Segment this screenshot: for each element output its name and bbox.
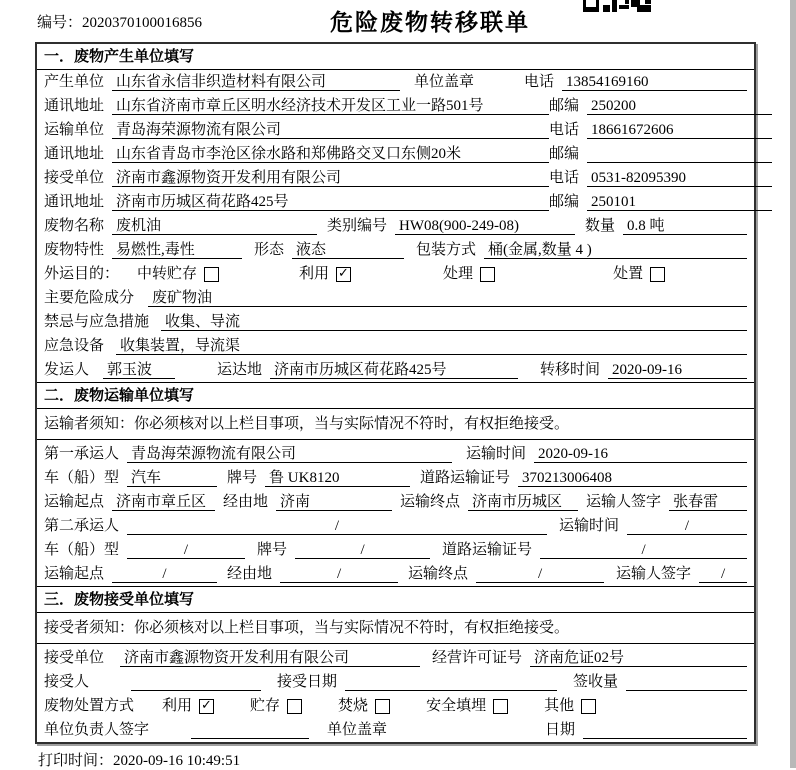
disposal-option-utilize xyxy=(162,697,214,715)
carrier2-plate-field: / xyxy=(295,541,430,559)
receive-person-label: 接受人 xyxy=(44,674,90,690)
plate-label: 牌号 xyxy=(227,470,258,486)
receive-amount-label: 签收量 xyxy=(573,674,619,690)
carrier1-terminal-field: 济南市历城区 xyxy=(468,493,578,511)
checkbox-checked-icon[interactable] xyxy=(336,267,351,282)
taboo-label: 禁忌与应急措施 xyxy=(44,314,150,330)
zip-label: 邮编 xyxy=(549,146,580,162)
transporter-label: 运输单位 xyxy=(44,122,105,138)
transporter-address-row xyxy=(37,142,754,166)
producer-field: 山东省永信非织造材料有限公司 xyxy=(112,73,400,91)
destination-label: 运达地 xyxy=(217,362,263,378)
carrier1-label: 第一承运人 xyxy=(44,446,120,462)
purpose-option-transfer-storage xyxy=(137,265,219,283)
equipment-row xyxy=(37,334,754,358)
taboo-row xyxy=(37,310,754,334)
purpose-option-label: 中转贮存 xyxy=(137,266,198,282)
carrier1-row xyxy=(37,440,754,466)
disposal-option-other xyxy=(544,697,596,715)
chief-sign-field xyxy=(191,721,309,739)
disposal-option-label: 安全填埋 xyxy=(426,698,487,714)
carrier2-row xyxy=(37,514,754,538)
carrier2-vehicle-row xyxy=(37,538,754,562)
phone-label: 电话 xyxy=(549,170,580,186)
receive-person-row xyxy=(37,670,754,694)
checkbox-icon[interactable] xyxy=(480,267,495,282)
receive-unit-field: 济南市鑫源物资开发利用有限公司 xyxy=(120,649,420,667)
equipment-field: 收集装置，导流渠 xyxy=(116,337,747,355)
chief-sign-label: 单位负责人签字 xyxy=(44,722,150,738)
checkbox-icon[interactable] xyxy=(650,267,665,282)
receiver-label: 接受单位 xyxy=(44,170,105,186)
purpose-option-label: 利用 xyxy=(299,266,330,282)
purpose-option-utilize xyxy=(299,265,351,283)
carrier1-origin-field: 济南市章丘区 xyxy=(112,493,215,511)
print-time-label: 打印时间： xyxy=(38,753,114,769)
date-label: 日期 xyxy=(545,722,576,738)
form-label: 形态 xyxy=(254,242,285,258)
hazard-label: 主要危险成分 xyxy=(44,290,135,306)
receive-person-field xyxy=(131,673,261,691)
purpose-option-dispose xyxy=(613,265,665,283)
purpose-option-treat xyxy=(443,265,495,283)
transporter-notice: 运输者须知：你必须核对以上栏目事项，当与实际情况不符时，有权拒绝接受。 xyxy=(37,409,754,440)
checkbox-icon[interactable] xyxy=(375,699,390,714)
disposal-option-label: 贮存 xyxy=(250,698,281,714)
form-field: 液态 xyxy=(292,241,404,259)
carrier1-field: 青岛海荣源物流有限公司 xyxy=(127,445,452,463)
license-label: 经营许可证号 xyxy=(432,650,523,666)
hazard-row xyxy=(37,286,754,310)
transfer-date-label: 转移时间 xyxy=(540,362,601,378)
trait-label: 废物特性 xyxy=(44,242,105,258)
carrier2-terminal-field: / xyxy=(476,565,604,583)
origin-label: 运输起点 xyxy=(44,494,105,510)
producer-label: 产生单位 xyxy=(44,74,105,90)
print-time xyxy=(38,749,240,770)
category-code-field: HW08(900-249-08) xyxy=(395,217,575,235)
sign-label: 运输人签字 xyxy=(586,494,662,510)
checkbox-icon[interactable] xyxy=(204,267,219,282)
producer-phone-field: 13854169160 xyxy=(562,73,747,91)
purpose-option-label: 处置 xyxy=(613,266,644,282)
carrier2-road-permit-field: / xyxy=(540,541,747,559)
transport-time-label: 运输时间 xyxy=(466,446,527,462)
qr-code-partial-icon xyxy=(583,0,653,12)
carrier1-route-row xyxy=(37,490,754,514)
transporter-field: 青岛海荣源物流有限公司 xyxy=(112,121,549,139)
destination-field: 济南市历城区荷花路425号 xyxy=(270,361,518,379)
waste-name-row xyxy=(37,214,754,238)
receive-date-label: 接受日期 xyxy=(277,674,338,690)
waste-name-field: 废机油 xyxy=(112,217,317,235)
section1-heading: 一．废物产生单位填写 xyxy=(37,44,754,70)
waste-name-label: 废物名称 xyxy=(44,218,105,234)
phone-label: 电话 xyxy=(549,122,580,138)
carrier1-plate-field: 鲁 UK8120 xyxy=(265,469,410,487)
address-label: 通讯地址 xyxy=(44,194,105,210)
carrier1-sign-field: 张春雷 xyxy=(669,493,747,511)
transporter-phone-field: 18661672606 xyxy=(587,121,772,139)
license-field: 济南危证02号 xyxy=(530,649,747,667)
receive-unit-label: 接受单位 xyxy=(44,650,105,666)
purpose-label: 外运目的： xyxy=(44,266,120,282)
terminal-label: 运输终点 xyxy=(408,566,469,582)
receiver-address-row xyxy=(37,190,754,214)
disposal-option-label: 焚烧 xyxy=(338,698,369,714)
checkbox-icon[interactable] xyxy=(493,699,508,714)
carrier1-road-permit-field: 370213006408 xyxy=(518,469,747,487)
consignor-label: 发运人 xyxy=(44,362,90,378)
serial-value: 2020370100016856 xyxy=(82,15,203,31)
consignor-row xyxy=(37,358,754,382)
disposal-option-label: 利用 xyxy=(162,698,193,714)
carrier2-label: 第二承运人 xyxy=(44,518,120,534)
packing-field: 桶(金属,数量 4 ) xyxy=(484,241,747,259)
receiver-notice: 接受者须知：你必须核对以上栏目事项，当与实际情况不符时，有权拒绝接受。 xyxy=(37,613,754,644)
carrier2-sign-field: / xyxy=(699,565,747,583)
waste-trait-row xyxy=(37,238,754,262)
unit-seal-label: 单位盖章 xyxy=(327,722,388,738)
address-label: 通讯地址 xyxy=(44,146,105,162)
section3-heading: 三．废物接受单位填写 xyxy=(37,586,754,613)
carrier2-origin-field: / xyxy=(112,565,217,583)
chief-sign-row xyxy=(37,718,754,742)
disposal-label: 废物处置方式 xyxy=(44,698,135,714)
carrier2-via-field: / xyxy=(280,565,398,583)
origin-label: 运输起点 xyxy=(44,566,105,582)
vehicle-label: 车（船）型 xyxy=(44,542,120,558)
carrier2-time-field: / xyxy=(627,517,747,535)
page-title: 危险废物转移联单 xyxy=(330,9,530,35)
equipment-label: 应急设备 xyxy=(44,338,105,354)
serial-label: 编号： xyxy=(37,15,83,31)
consignor-field: 郭玉波 xyxy=(103,361,175,379)
receive-unit-row xyxy=(37,644,754,670)
producer-address-row xyxy=(37,94,754,118)
carrier1-vehicle-row xyxy=(37,466,754,490)
hazard-field: 废矿物油 xyxy=(148,289,747,307)
disposal-option-store xyxy=(250,697,302,715)
receiver-address-field: 济南市历城区荷花路425号 xyxy=(112,193,549,211)
quantity-label: 数量 xyxy=(585,218,616,234)
terminal-label: 运输终点 xyxy=(400,494,461,510)
purpose-option-label: 处理 xyxy=(443,266,474,282)
transfer-form-table xyxy=(35,42,756,744)
carrier1-time-field: 2020-09-16 xyxy=(534,445,747,463)
checkbox-checked-icon[interactable] xyxy=(199,699,214,714)
carrier2-route-row xyxy=(37,562,754,586)
road-permit-label: 道路运输证号 xyxy=(420,470,511,486)
purpose-row xyxy=(37,262,754,286)
receiver-phone-field: 0531-82095390 xyxy=(587,169,772,187)
date-field xyxy=(583,721,747,739)
transporter-row xyxy=(37,118,754,142)
carrier1-vehicle-field: 汽车 xyxy=(127,469,217,487)
trait-field: 易燃性,毒性 xyxy=(112,241,242,259)
receive-date-field xyxy=(345,673,557,691)
unit-seal-label: 单位盖章 xyxy=(414,74,475,90)
plate-label: 牌号 xyxy=(257,542,288,558)
checkbox-icon[interactable] xyxy=(287,699,302,714)
transport-time-label: 运输时间 xyxy=(559,518,620,534)
producer-row xyxy=(37,70,754,94)
transporter-zip-field xyxy=(587,145,772,163)
via-label: 经由地 xyxy=(223,494,269,510)
receive-amount-field xyxy=(626,673,747,691)
serial-number xyxy=(37,11,202,32)
vehicle-label: 车（船）型 xyxy=(44,470,120,486)
transporter-address-field: 山东省青岛市李沧区徐水路和郑佛路交叉口东侧20米 xyxy=(112,145,549,163)
disposal-row xyxy=(37,694,754,718)
producer-zip-field: 250200 xyxy=(587,97,772,115)
receiver-zip-field: 250101 xyxy=(587,193,772,211)
carrier2-field: / xyxy=(127,517,547,535)
quantity-field: 0.8 吨 xyxy=(623,217,747,235)
producer-address-field: 山东省济南市章丘区明水经济技术开发区工业一路501号 xyxy=(112,97,549,115)
carrier2-vehicle-field: / xyxy=(127,541,245,559)
sign-label: 运输人签字 xyxy=(616,566,692,582)
via-label: 经由地 xyxy=(227,566,273,582)
section2-heading: 二．废物运输单位填写 xyxy=(37,382,754,409)
category-label: 类别编号 xyxy=(327,218,388,234)
disposal-option-landfill xyxy=(426,697,508,715)
disposal-option-incinerate xyxy=(338,697,390,715)
disposal-option-label: 其他 xyxy=(544,698,575,714)
address-label: 通讯地址 xyxy=(44,98,105,114)
taboo-field: 收集、导流 xyxy=(161,313,747,331)
phone-label: 电话 xyxy=(523,74,554,90)
print-time-value: 2020-09-16 10:49:51 xyxy=(113,753,241,769)
receiver-field: 济南市鑫源物资开发利用有限公司 xyxy=(112,169,549,187)
carrier1-via-field: 济南 xyxy=(276,493,392,511)
page-edge-strip xyxy=(790,0,796,768)
packing-label: 包装方式 xyxy=(416,242,477,258)
zip-label: 邮编 xyxy=(549,194,580,210)
checkbox-icon[interactable] xyxy=(581,699,596,714)
receiver-row xyxy=(37,166,754,190)
zip-label: 邮编 xyxy=(549,98,580,114)
transfer-date-field: 2020-09-16 xyxy=(608,361,747,379)
road-permit-label: 道路运输证号 xyxy=(442,542,533,558)
